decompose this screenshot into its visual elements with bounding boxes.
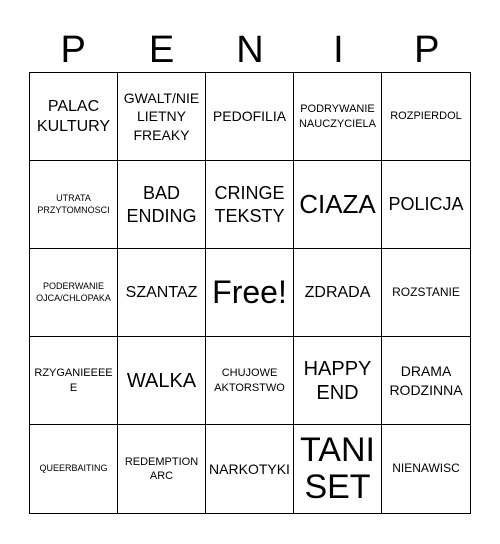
- header-letter-5: P: [414, 29, 440, 71]
- bingo-cell[interactable]: NARKOTYKI: [206, 425, 294, 513]
- bingo-cell[interactable]: GWALT/NIE LIETNY FREAKY: [118, 73, 206, 161]
- bingo-cell[interactable]: PALAC KULTURY: [30, 73, 118, 161]
- bingo-cell[interactable]: PODRYWANIE NAUCZYCIELA: [294, 73, 382, 161]
- bingo-cell[interactable]: POLICJA: [382, 161, 470, 249]
- bingo-cell[interactable]: NIENAWISC: [392, 461, 460, 476]
- bingo-cell[interactable]: WALKA: [118, 337, 206, 425]
- bingo-cell[interactable]: DRAMA RODZINNA: [382, 337, 470, 425]
- bingo-cell[interactable]: ROZPIERDOL: [382, 73, 470, 161]
- bingo-header: [29, 24, 471, 76]
- bingo-cell-free[interactable]: Free!: [206, 249, 294, 337]
- header-letter-3: N: [236, 29, 264, 71]
- header-letter-1: P: [60, 29, 86, 71]
- bingo-cell[interactable]: CIAZA: [294, 161, 382, 249]
- bingo-cell[interactable]: QUEERBAITING: [30, 425, 118, 513]
- bingo-cell[interactable]: SZANTAZ: [118, 249, 206, 337]
- bingo-cell[interactable]: PODERWANIE OJCA/CHLOPAKA: [30, 249, 118, 337]
- bingo-cell[interactable]: CHUJOWE AKTORSTWO: [206, 337, 294, 425]
- bingo-cell[interactable]: CRINGE TEKSTY: [206, 161, 294, 249]
- bingo-cell[interactable]: RZYGANIEEEEE: [30, 337, 118, 425]
- bingo-cell[interactable]: REDEMPTION ARC: [118, 425, 206, 513]
- header-letter-2: E: [148, 29, 175, 71]
- bingo-cell[interactable]: HAPPY END: [294, 337, 382, 425]
- bingo-cell[interactable]: PEDOFILIA: [206, 73, 294, 161]
- bingo-board: [29, 72, 471, 514]
- bingo-cell[interactable]: ZDRADA: [294, 249, 382, 337]
- header-letter-4: I: [333, 29, 344, 71]
- bingo-cell[interactable]: BAD ENDING: [118, 161, 206, 249]
- bingo-cell[interactable]: TANI SET: [294, 425, 382, 513]
- bingo-cell[interactable]: ROZSTANIE: [382, 249, 470, 337]
- bingo-cell[interactable]: UTRATA PRZYTOMNOSCI: [30, 161, 118, 249]
